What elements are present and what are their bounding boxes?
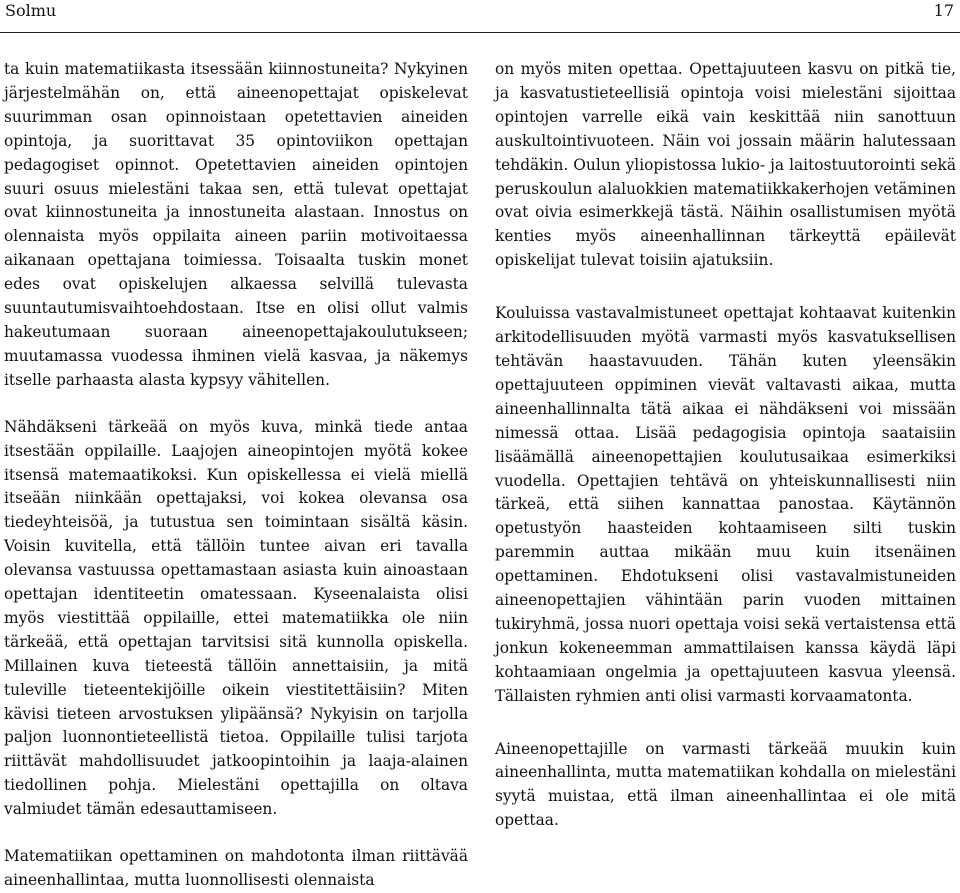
right-paragraph-2: Kouluissa vastavalmistuneet opettajat kohtaavat kuitenkin arkitodellisuuden myötä varmasti myös kasvatuksellisen tehtävän haastavuuden. Tähän kuten yleensäkin opettajuuteen oppiminen vievät valtavasti aikaa, mutta aineenhallinnalta tätä aikaa ei nähdäkseni voi missään nimessä ottaa. Lisää pedagogisia opintoja saataisiin lisäämällä aineenopettajien koulutusaikaa esimerkiksi vuodella. Opettajien tehtävä on yhteiskunnallisesti niin tärkeä, että siihen kannattaa panostaa. Käytännön opetustyön haasteiden kohtaamiseen silti tuskin paremmin auttaa mikään muu kuin itsenäinen opettaminen. Ehdotukseni olisi vastavalmistuneiden aineenopettajien vähintään parin vuoden mittainen tukiryhmä, jossa nuori opettaja voisi sekä vertaistensa että jonkun kokeneemman ammattilaisen kanssa käydä läpi kohtaamiaan ongelmia ja opettajuuteen kasvua yleensä. Tällaisten ryhmien anti olisi varmasti korvaamatonta.: [495, 304, 956, 705]
right-paragraph-3: Aineenopettajille on varmasti tärkeää muukin kuin aineenhallinta, mutta matematiikan kohdalla on mielestäni syytä muistaa, että ilman aineenhallintaa ei ole mitä opettaa.: [495, 739, 956, 830]
right-column: [495, 58, 956, 833]
journal-title: Solmu: [5, 1, 57, 20]
left-column: [4, 58, 468, 893]
left-paragraph-3: Matematiikan opettaminen on mahdotonta ilman riittävää aineenhallintaa, mutta luonnollisesti olennaista: [4, 847, 468, 889]
right-paragraph-1: on myös miten opettaa. Opettajuuteen kasvu on pitkä tie, ja kasvatustieteellisiä opintoja voisi mielestäni sijoittaa opintojen varrelle eikä vain keskittää niin sanottuun auskultointivuoteen. Näin voi jossain määrin halutessaan tehdäkin. Oulun yliopistossa lukio- ja laitostuutorointi sekä peruskoulun alaluokkien matematiikkakerhojen vetäminen ovat oivia esimerkkejä tästä. Näihin osallistumisen myötä kenties myös aineenhallinnan tärkeyttä epäilevät opiskelijat tulevat toisiin ajatuksiin.: [495, 60, 956, 270]
page-number: 17: [933, 1, 954, 20]
header-rule: [0, 32, 960, 33]
left-paragraph-1: ta kuin matematiikasta itsessään kiinnostuneita? Nykyinen järjestelmähän on, että aineenopettajat opiskelevat suurimman osan opinnoistaan opetettavien aineiden opintoja, ja suorittavat 35 opintoviikon opettajan pedagogiset opinnot. Opetettavien aineiden opintojen suuri osuus mielestäni takaa sen, että tulevat opettajat ovat kiinnostuneita ja innostuneita alastaan. Innostus on olennaista myös oppilaita aineen pariin motivoitaessa aikanaan opettajana toimiessa. Toisaalta tuskin monet edes ovat opiskelujen alkaessa selvillä tulevasta suuntautumisvaihtoehdostaan. Itse en olisi ollut valmis hakeutumaan suoraan aineenopettajakoulutukseen; muutamassa vuodessa ihminen vielä kasvaa, ja näkemys itselle parhaasta alasta kypsyy vähitellen.: [4, 60, 468, 389]
left-paragraph-2: Nähdäkseni tärkeää on myös kuva, minkä tiede antaa itsestään oppilaille. Laajojen aineopintojen myötä kokee itsensä matemaatikoksi. Kun opiskellessa ei vielä miellä itseään niinkään opettajaksi, voi kokea olevansa osa tiedeyhteisöä, ja tutustua sen toimintaan sisältä käsin. Voisin kuvitella, että tällöin tuntee aivan eri tavalla olevansa vastuussa opettamastaan asiasta kuin ainoastaan opettajan identiteetin omatessaan. Kyseenalaista olisi myös viestittää oppilaille, ettei matematiikka ole niin tärkeää, että opettajan tarvitsisi sitä kunnolla opiskella. Millainen kuva tieteestä tällöin annettaisiin, ja mitä tuleville tieteentekijöille oikein viestitettäisiin? Miten kävisi tieteen arvostuksen ylipäänsä? Nykyisin on tarjolla paljon luonnontieteellistä tietoa. Oppilaille tulisi tarjota riittävät mahdollisuudet jatkoopintoihin ja laaja-alainen tiedollinen pohja. Mielestäni opettajilla on oltava valmiudet tämän edesauttamiseen.: [4, 417, 468, 819]
running-head: [5, 0, 954, 24]
